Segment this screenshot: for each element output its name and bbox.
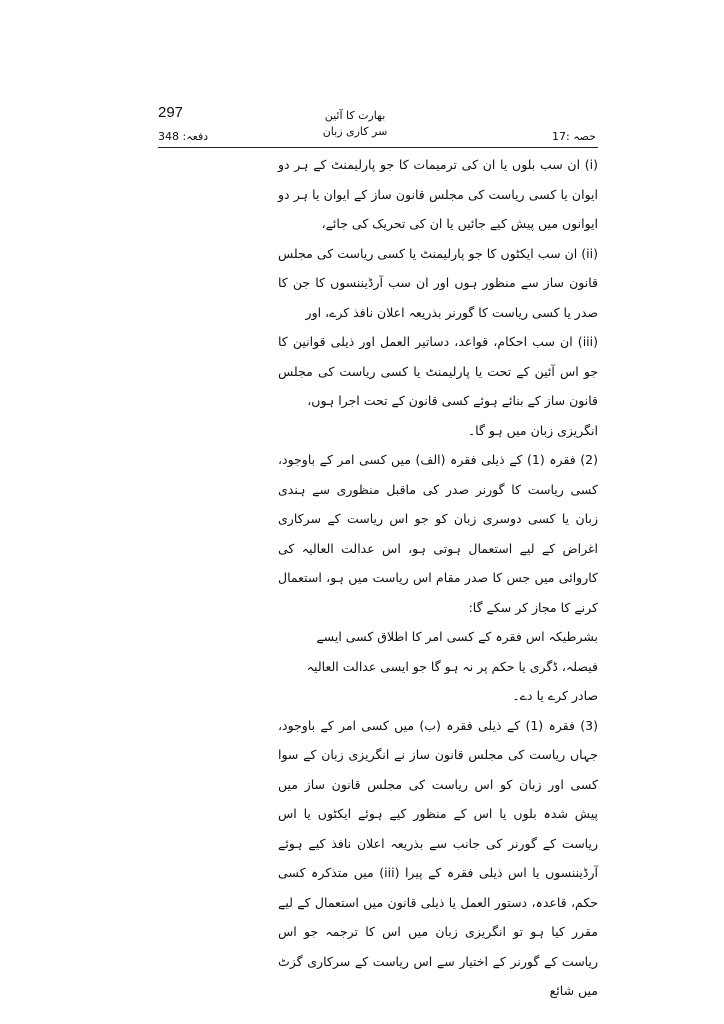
language-statement: انگریزی زبان میں ہو گا۔	[467, 422, 598, 438]
running-title	[300, 108, 410, 140]
part-reference: حصہ :17	[552, 130, 596, 143]
clause-ii: (ii) ان سب ایکٹوں کا جو پارلیمنٹ یا کسی ریاست کی مجلس قانون ساز سے منظور ہوں اور ان سب آرڈیننسوں کا جن کا صدر یا کسی ریاست کا گورنر بذریعہ اعلان نافذ کرے، اور	[278, 245, 598, 320]
proviso: بشرطیکہ اس فقرہ کے کسی امر کا اطلاق کسی ایسے فیصلہ، ڈگری یا حکم پر نہ ہو گا جو ایسی عدالت العالیہ صادر کرے یا دے۔	[306, 629, 598, 703]
running-title-chapter: سر کاری زبان	[322, 125, 388, 138]
clause-iii: (iii) ان سب احکام، قواعد، دساتیر العمل اور ذیلی قوانین کا جو اس آئین کے تحت یا پارلیمنٹ یا کسی ریاست کی مجلس قانون ساز کے بنائے ہوئے کسی قانون کے تحت اجرا ہوں،	[278, 334, 598, 408]
header-rule	[158, 147, 598, 148]
clause-3: (3) فقرہ (1) کے ذیلی فقرہ (ب) میں کسی امر کے باوجود، جہاں ریاست کی مجلس قانون ساز نے انگریزی زبان کے سوا کسی اور زبان کو اس ریاست کی مجلس قانون ساز میں پیش شدہ بلوں یا اس کے منظور کیے ہوئے ایکٹوں یا اس ریاست کے گورنر کی جانب سے بذریعہ اعلان نافذ کیے ہوئے آرڈیننسوں یا اس ذیلی فقرہ کے پیرا (iii) میں متذکرہ کسی حکم، قاعدہ، دستور العمل یا ذیلی قانون میں استعمال کے لیے مقرر کیا ہو تو انگریزی زبان میں اس کا ترجمہ جو اس ریاست کے گورنر کے اختیار سے اس ریاست کے سرکاری گزٹ میں شائع	[278, 717, 598, 998]
page-number: 297	[158, 104, 184, 121]
clause-2: (2) فقرہ (1) کے ذیلی فقرہ (الف) میں کسی امر کے باوجود، کسی ریاست کا گورنر صدر کی ماقبل منظوری سے ہندی زبان یا کسی دوسری زبان کو جو اس ریاست کے سرکاری اغراض کے لیے استعمال ہوتی ہو، اس عدالت العالیہ کی کاروائی میں جس کا صدر مقام اس ریاست میں ہو، استعمال کرنے کا مجاز کر سکے گا:	[278, 452, 598, 615]
document-body	[278, 150, 598, 1006]
clause-i: (i) ان سب بلوں یا ان کی ترمیمات کا جو پارلیمنٹ کے ہر دو ایوان یا کسی ریاست کی مجلس قانون ساز کے ایوان یا ہر دو ایوانوں میں پیش کیے جائیں یا ان کی تحریک کی جائے،	[278, 157, 598, 231]
article-reference: دفعہ: 348	[158, 130, 209, 143]
running-title-book: بھارت کا آئین	[324, 109, 386, 122]
